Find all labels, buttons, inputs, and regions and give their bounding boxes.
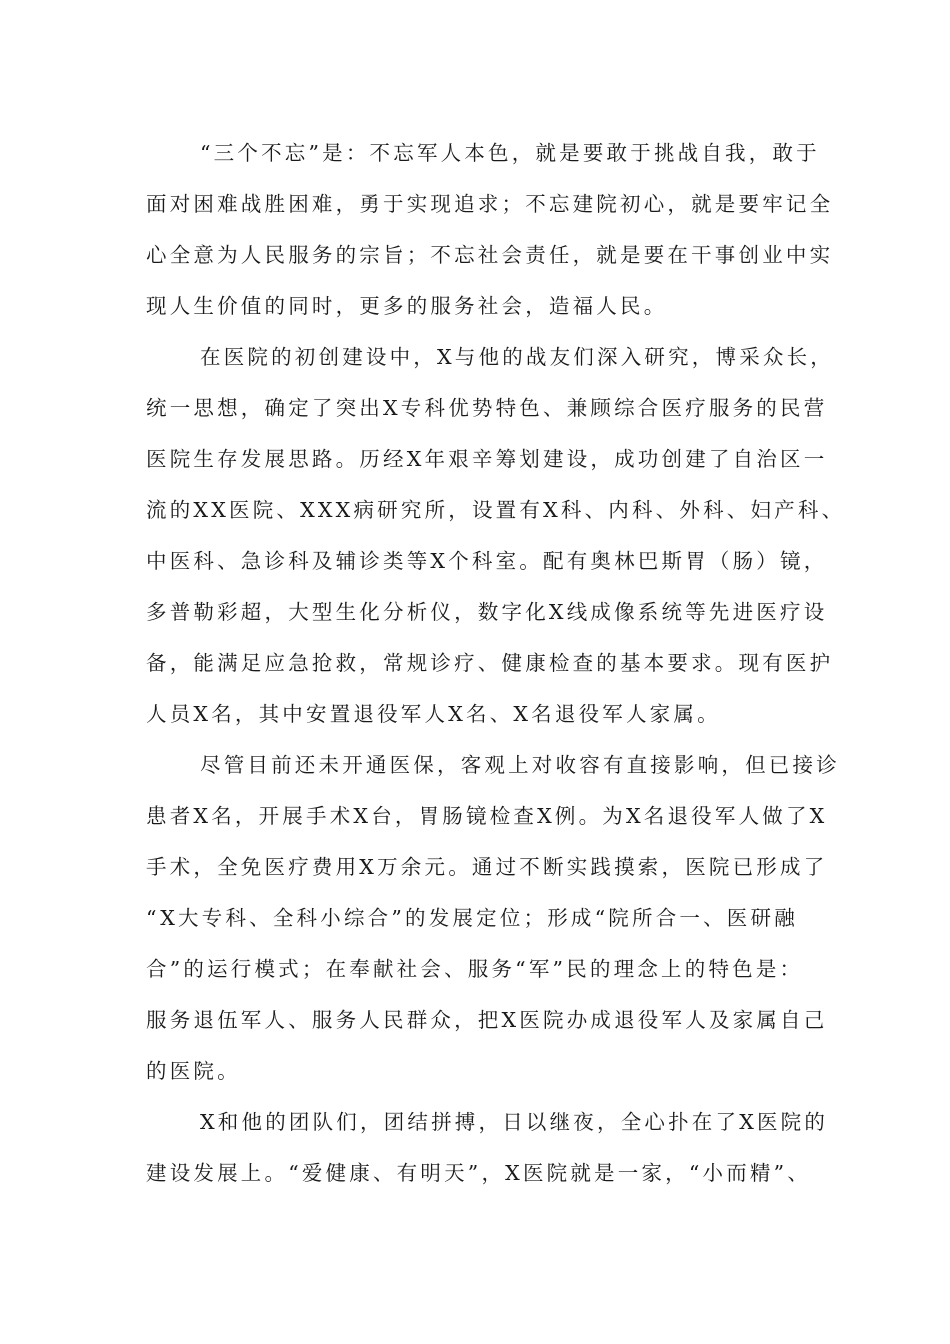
text-line: “X大专科、全科小综合”的发展定位；形成“院所合一、医研融 <box>146 906 798 930</box>
text-line: 心全意为人民服务的宗旨；不忘社会责任，就是要在干事创业中实 <box>146 243 834 267</box>
text-line: 合”的运行模式；在奉献社会、服务“军”民的理念上的特色是： <box>146 957 804 981</box>
text-line: 多普勒彩超，大型生化分析仪，数字化X线成像系统等先进医疗设 <box>146 600 828 624</box>
text-line: 手术，全免医疗费用X万余元。通过不断实践摸索，医院已形成了 <box>146 855 828 879</box>
text-line: 医院生存发展思路。历经X年艰辛筹划建设，成功创建了自治区一 <box>146 447 828 471</box>
text-line: 在医院的初创建设中，X与他的战友们深入研究，博采众长， <box>200 345 834 369</box>
text-line: 患者X名，开展手术X台，胃肠镜检查X例。为X名退役军人做了X <box>146 804 828 828</box>
document-body <box>146 128 846 1199</box>
paragraph-three-not-forget <box>146 128 834 332</box>
paragraph-hospital-achievements <box>146 740 840 1097</box>
text-line: 尽管目前还未开通医保，客观上对收容有直接影响，但已接诊 <box>200 753 840 777</box>
text-line: X和他的团队们，团结拼搏，日以继夜，全心扑在了X医院的 <box>200 1110 829 1134</box>
paragraph-hospital-founding <box>146 332 846 740</box>
text-line: 现人生价值的同时，更多的服务社会，造福人民。 <box>146 294 668 318</box>
text-line: 备，能满足应急抢救，常规诊疗、健康检查的基本要求。现有医护 <box>146 651 834 675</box>
text-line: 中医科、急诊科及辅诊类等X个科室。配有奥林巴斯胃（肠）镜， <box>146 549 828 573</box>
text-line: 面对困难战胜困难，勇于实现追求；不忘建院初心，就是要牢记全 <box>146 192 834 216</box>
text-line: 流的XX医院、XXX病研究所，设置有X科、内科、外科、妇产科、 <box>146 498 846 522</box>
text-line: 的医院。 <box>146 1059 241 1083</box>
text-line: 统一思想，确定了突出X专科优势特色、兼顾综合医疗服务的民营 <box>146 396 828 420</box>
text-line: “三个不忘”是：不忘军人本色，就是要敢于挑战自我，敢于 <box>200 141 820 165</box>
text-line: 服务退伍军人、服务人民群众，把X医院办成退役军人及家属自己 <box>146 1008 828 1032</box>
paragraph-team-effort <box>146 1097 829 1199</box>
text-line: 人员X名，其中安置退役军人X名、X名退役军人家属。 <box>146 702 721 726</box>
text-line: 建设发展上。“爱健康、有明天”，X医院就是一家，“小而精”、 <box>146 1161 812 1185</box>
